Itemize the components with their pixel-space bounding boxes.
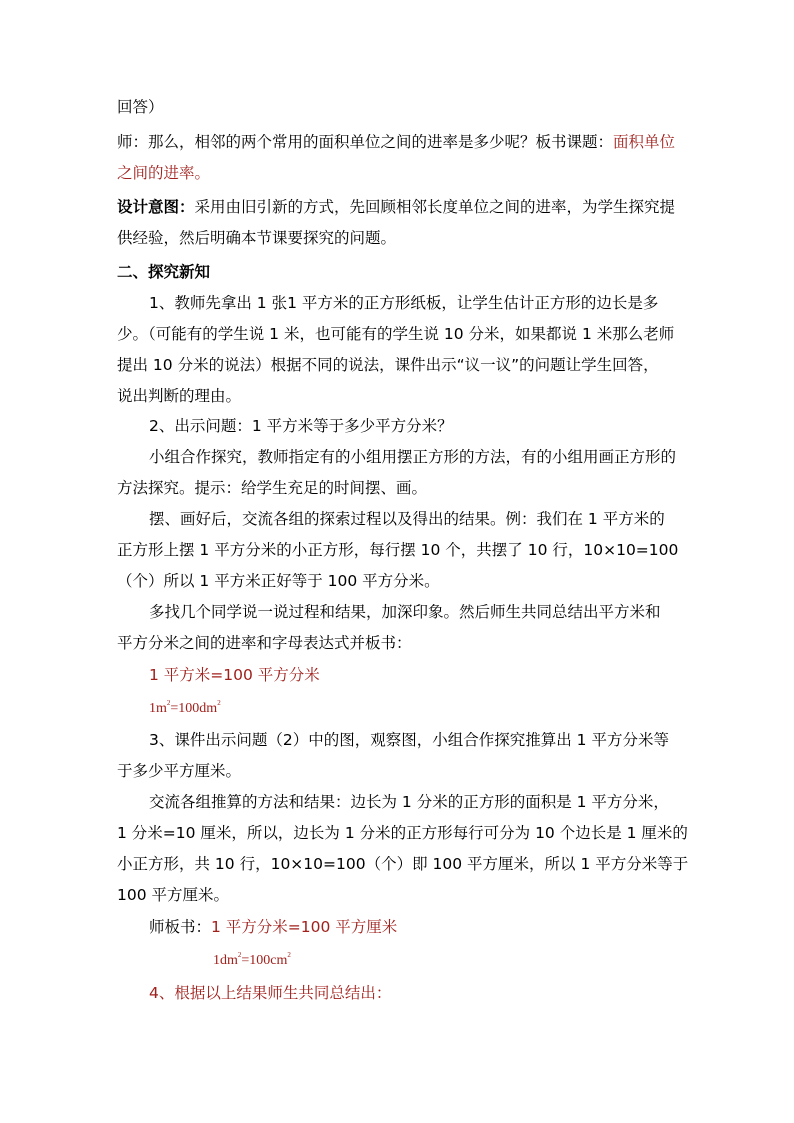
unit-text: =100dm bbox=[170, 701, 218, 716]
text-line bbox=[0, 197, 794, 217]
text-line: 回答） bbox=[117, 98, 164, 116]
text-line: 平方分米之间的进率和字母表达式并板书： bbox=[117, 634, 412, 652]
unit-formula bbox=[0, 951, 794, 971]
section-heading: 二、探究新知 bbox=[117, 263, 211, 281]
text-line: 少。（可能有的学生说 1 米，也可能有的学生说 10 分米，如果都说 1 米那么老师 bbox=[117, 325, 675, 343]
blackboard-formula: 1 平方分米=100 平方厘米 bbox=[211, 918, 398, 936]
unit-text: 1m bbox=[149, 701, 167, 716]
text-run: 采用由旧引新的方式，先回顾相邻长度单位之间的进率，为学生探究提 bbox=[194, 198, 676, 216]
text-run: 师：那么，相邻的两个常用的面积单位之间的进率是多少呢？板书课题： bbox=[117, 133, 614, 151]
exponent: 2 bbox=[166, 699, 171, 707]
text-line bbox=[0, 917, 794, 937]
design-intent-label: 设计意图： bbox=[117, 198, 195, 216]
text-line: 1 分米=10 厘米，所以，边长为 1 分米的正方形每行可分为 10 个边长是 1 厘米的 bbox=[117, 824, 688, 842]
text-line: （个）所以 1 平方米正好等于 100 平方分米。 bbox=[117, 572, 440, 590]
text-line: 正方形上摆 1 平方分米的小正方形，每行摆 10 个，共摆了 10 行，10×10=100 bbox=[117, 541, 679, 559]
text-line: 小正方形，共 10 行，10×10=100（个）即 100 平方厘米，所以 1 平方分米等于 bbox=[117, 855, 689, 873]
exponent: 2 bbox=[237, 951, 242, 959]
text-line: 方法探究。提示：给学生充足的时间摆、画。 bbox=[117, 479, 428, 497]
text-run: 师板书： bbox=[149, 918, 212, 936]
text-line: 提出 10 分米的说法）根据不同的说法，课件出示“议一议”的问题让学生回答， bbox=[117, 356, 659, 374]
unit-text: =100cm bbox=[241, 953, 288, 968]
text-line: 交流各组推算的方法和结果：边长为 1 分米的正方形的面积是 1 平方分米， bbox=[149, 793, 669, 811]
text-line: 供经验，然后明确本节课要探究的问题。 bbox=[117, 229, 397, 247]
blackboard-formula: 1 平方米=100 平方分米 bbox=[149, 666, 320, 684]
text-line: 100 平方厘米。 bbox=[117, 886, 230, 904]
summary-heading: 4、根据以上结果师生共同总结出： bbox=[149, 984, 392, 1002]
text-line: 小组合作探究，教师指定有的小组用摆正方形的方法，有的小组用画正方形的 bbox=[149, 448, 677, 466]
text-line: 2、出示问题：1 平方米等于多少平方分米？ bbox=[149, 417, 453, 435]
text-line: 说出判断的理由。 bbox=[117, 387, 242, 405]
text-line bbox=[0, 132, 794, 152]
lesson-title-highlight: 面积单位 bbox=[613, 133, 676, 151]
lesson-title-highlight: 之间的进率。 bbox=[117, 164, 211, 182]
text-line: 多找几个同学说一说过程和结果，加深印象。然后师生共同总结出平方米和 bbox=[149, 603, 661, 621]
text-line: 于多少平方厘米。 bbox=[117, 762, 242, 780]
text-line: 摆、画好后，交流各组的探索过程以及得出的结果。例：我们在 1 平方米的 bbox=[149, 510, 665, 528]
exponent: 2 bbox=[287, 951, 291, 959]
exponent: 2 bbox=[217, 699, 221, 707]
unit-text: 1dm bbox=[213, 953, 238, 968]
unit-formula bbox=[0, 699, 794, 719]
text-line: 3、课件出示问题（2）中的图，观察图，小组合作探究推算出 1 平方分米等 bbox=[149, 731, 669, 749]
text-line: 1、教师先拿出 1 张1 平方米的正方形纸板，让学生估计正方形的边长是多 bbox=[149, 294, 659, 312]
